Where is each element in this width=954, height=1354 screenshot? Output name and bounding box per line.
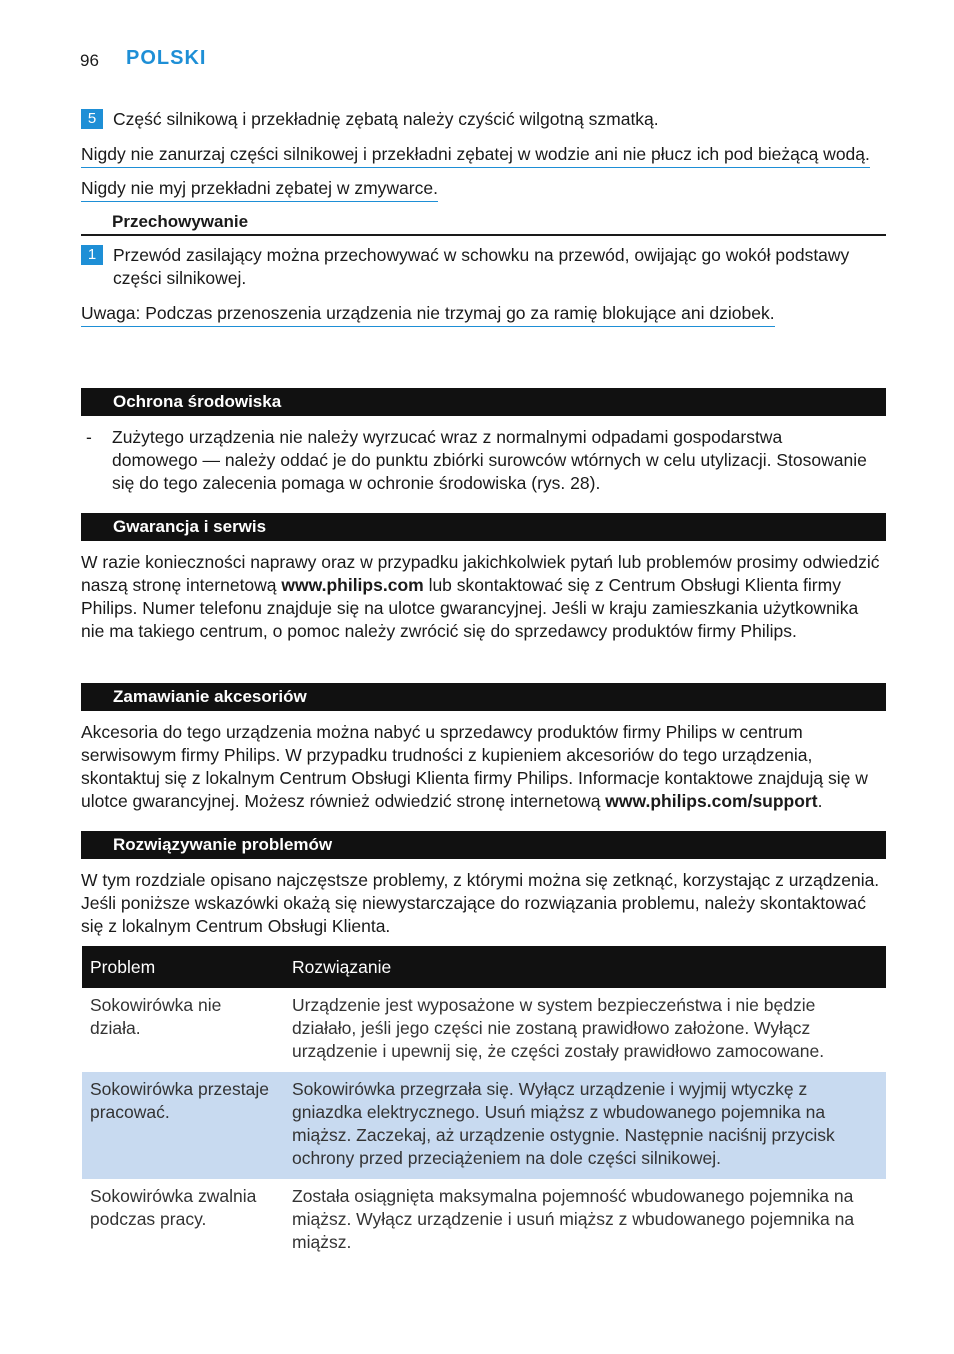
cleaning-step xyxy=(81,108,871,131)
warranty-text: W razie konieczności naprawy oraz w przypadku jakichkolwiek pytań lub problemów prosimy odwiedzić naszą stronę internetową xyxy=(81,552,880,595)
problem-cell: Sokowirówka nie działa. xyxy=(90,995,222,1038)
note-no-dishwasher: Nigdy nie myj przekładni zębatej w zmywarce. xyxy=(81,177,438,202)
table-header-row xyxy=(82,946,886,988)
problem-cell: Sokowirówka zwalnia podczas pracy. xyxy=(90,1186,257,1229)
section-bar-troubleshooting: Rozwiązywanie problemów xyxy=(81,831,886,859)
table-row xyxy=(82,1179,886,1263)
note-carry-warning: Uwaga: Podczas przenoszenia urządzenia nie trzymaj go za ramię blokujące ani dziobek. xyxy=(81,302,775,327)
environment-text: Zużytego urządzenia nie należy wyrzucać wraz z normalnymi odpadami gospodarstwa domowego — należy oddać je do punktu zbiórki surowców wtórnych w celu utylizacji. Stosowanie się do tego zalecenia pomaga w ochronie środowiska (rys. 28). xyxy=(112,427,867,493)
storage-step xyxy=(81,244,871,290)
solution-cell: Sokowirówka przegrzała się. Wyłącz urządzenie i wyjmij wtyczkę z gniazdka elektrycznego. Usuń miąższ z wbudowanego pojemnika na miąższ. Zaczekaj, aż urządzenie ostygnie. Następnie naciśnij przycisk ochrony przed przeciążeniem na dole części silnikowej. xyxy=(284,1072,886,1179)
warranty-paragraph xyxy=(81,551,881,643)
step-number-badge: 5 xyxy=(81,109,103,129)
page-number: 96 xyxy=(80,51,99,70)
section-bar-accessories: Zamawianie akcesoriów xyxy=(81,683,886,711)
storage-heading: Przechowywanie xyxy=(112,212,249,231)
step-text: Przewód zasilający można przechowywać w schowku na przewód, owijając go wokół podstawy części silnikowej. xyxy=(113,245,850,288)
solution-cell: Urządzenie jest wyposażone w system bezpieczeństwa i nie będzie działało, jeśli jego części nie zostaną prawidłowo założone. Wyłącz urządzenie i upewnij się, że części zostały prawidłowo zamocowane. xyxy=(292,995,825,1061)
language-heading: POLSKI xyxy=(126,47,207,69)
section-bar-warranty: Gwarancja i serwis xyxy=(81,513,886,541)
accessories-text-end: . xyxy=(817,791,823,811)
header-solution: Rozwiązanie xyxy=(284,946,886,988)
philips-link[interactable]: www.philips.com xyxy=(281,575,424,595)
problem-cell: Sokowirówka przestaje pracować. xyxy=(82,1072,284,1179)
accessories-text: Akcesoria do tego urządzenia można nabyć u sprzedawcy produktów firmy Philips w centrum serwisowym firmy Philips. W przypadku trudności z kupieniem akcesoriów do tego urządzenia, skontaktuj się z lokalnym Centrum Obsługi Klienta firmy Philips. Informacje kontaktowe znajdują się w ulotce gwarancyjnej. Możesz również odwiedzić stronę internetową xyxy=(81,722,868,811)
storage-rule xyxy=(81,234,886,236)
accessories-paragraph xyxy=(81,721,881,813)
troubleshooting-table xyxy=(82,946,886,1263)
philips-support-link[interactable]: www.philips.com/support xyxy=(605,791,818,811)
table-row xyxy=(82,1072,886,1179)
section-bar-environment: Ochrona środowiska xyxy=(81,388,886,416)
warranty-text-cont: lub skontaktować się z Centrum Obsługi Klienta firmy Philips. Numer telefonu znajduje się na ulotce gwarancyjnej. Jeśli w kraju zamieszkania użytkownika nie ma takiego centrum, o pomoc należy zwrócić się do sprzedawcy produktów firmy Philips. xyxy=(81,575,859,641)
table-row xyxy=(82,988,886,1072)
header-problem: Problem xyxy=(82,946,284,988)
list-dash: - xyxy=(86,427,92,447)
step-number-badge: 1 xyxy=(81,245,103,265)
step-text: Część silnikową i przekładnię zębatą należy czyścić wilgotną szmatką. xyxy=(113,109,659,129)
troubleshooting-text: W tym rozdziale opisano najczęstsze problemy, z którymi można się zetknąć, korzystając z urządzenia. Jeśli poniższe wskazówki okażą się niewystarczające do rozwiązania problemu, należy skontaktować się z lokalnym Centrum Obsługi Klienta. xyxy=(81,870,880,936)
solution-cell: Została osiągnięta maksymalna pojemność wbudowanego pojemnika na miąższ. Wyłącz urządzenie i usuń miąższ z wbudowanego pojemnika na miąższ. xyxy=(292,1186,855,1252)
note-no-immerse: Nigdy nie zanurzaj części silnikowej i przekładni zębatej w wodzie ani nie płucz ich pod bieżącą wodą. xyxy=(81,143,870,168)
